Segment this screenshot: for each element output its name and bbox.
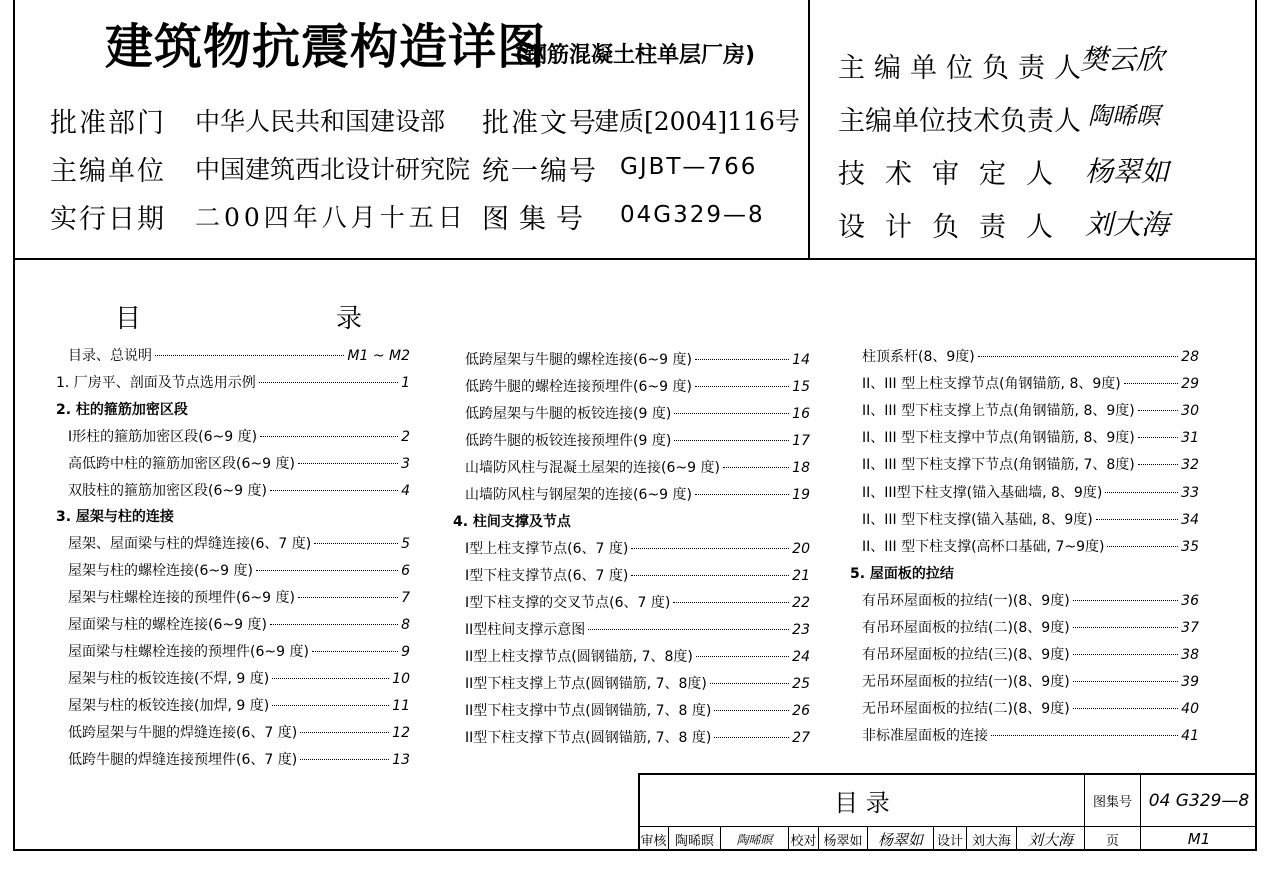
design-label: 设计 [936,833,963,849]
toc-entry[interactable] [862,401,1199,421]
toc-leader-dots [1073,681,1179,682]
toc-leader-dots [155,355,344,356]
toc-entry-page: 16 [792,406,810,422]
toc-entry-page: 23 [792,622,810,638]
toc-heading-right: 录 [336,304,363,334]
effective-date-value: 二00四年八月十五日 [195,203,467,232]
document-title: 建筑物抗震构造详图 [105,19,547,75]
toc-entry[interactable] [68,615,410,635]
toc-leader-dots [714,710,789,711]
toc-leader-dots [991,735,1178,736]
toc-leader-dots [312,651,398,652]
toc-entry[interactable] [68,642,410,662]
toc-entry-title: 有吊环屋面板的拉结(二)(8、9度) [862,620,1070,636]
signature-chief-unit-head: 樊云欣 [1080,43,1165,76]
toc-leader-dots [1107,546,1178,547]
signature-tech-reviewer: 杨翠如 [1085,155,1170,188]
document-subtitle: (钢筋混凝土柱单层厂房) [515,43,756,68]
toc-entry-title: 非标准屋面板的连接 [862,728,988,744]
role-design-head: 设计负责人 [838,212,1073,243]
toc-entry[interactable] [465,350,810,370]
toc-leader-dots [1124,383,1178,384]
toc-section-heading: 2. 柱的箍筋加密区段 [56,402,188,418]
toc-entry-page: 35 [1181,539,1199,555]
toc-entry[interactable] [465,674,810,694]
toc-entry-page: 36 [1181,593,1199,609]
atlas-no-label: 图集号 [482,204,593,235]
toc-entry-page: 22 [792,595,810,611]
toc-leader-dots [260,436,398,437]
toc-entry-page: 19 [792,487,810,503]
toc-entry-title: 屋架与柱的螺栓连接(6~9 度) [68,563,253,579]
unified-no-value: GJBT—766 [620,154,758,180]
toc-entry-title: II型下柱支撑下节点(圆钢锚筋, 7、8 度) [465,730,712,746]
design-signature: 刘大海 [1027,830,1073,849]
toc-entry-page: 14 [792,352,810,368]
toc-entry-title: 低跨牛腿的螺栓连接预埋件(6~9 度) [465,379,692,395]
toc-leader-dots [1073,627,1179,628]
toc-entry-page: 33 [1181,485,1199,501]
toc-entry-page: 1 [401,375,410,391]
toc-entry-page: 39 [1181,674,1199,690]
toc-entry-title: II型柱间支撑示意图 [465,622,586,638]
title-block-atlas-value: 04 G329—8 [1148,790,1250,811]
toc-entry[interactable] [68,561,410,581]
signature-design-head: 刘大海 [1085,208,1170,241]
toc-leader-dots [673,602,789,603]
signature-chief-tech-head: 陶晞暝 [1088,102,1160,130]
toc-entry[interactable] [862,347,1199,367]
toc-entry-page: 5 [401,536,410,552]
toc-entry-title: I型上柱支撑节点(6、7 度) [465,541,629,557]
toc-entry-page: 34 [1181,512,1199,528]
toc-entry-title: II、III 型下柱支撑上节点(角钢锚筋, 8、9度) [862,403,1135,419]
toc-entry-title: II、III 型下柱支撑(锚入基础, 8、9度) [862,512,1093,528]
title-block-title: 目 录 [834,789,890,817]
toc-leader-dots [696,656,789,657]
toc-leader-dots [272,705,389,706]
toc-entry[interactable] [465,404,810,424]
toc-entry[interactable] [465,377,810,397]
toc-leader-dots [588,629,789,630]
toc-entry-title: 山墙防风柱与钢屋架的连接(6~9 度) [465,487,692,503]
toc-entry-title: II、III 型下柱支撑中节点(角钢锚筋, 8、9度) [862,430,1135,446]
effective-date-label: 实行日期 [50,204,166,235]
toc-entry-page: 40 [1181,701,1199,717]
toc-entry-page: 4 [401,483,410,499]
check-name: 杨翠如 [823,833,863,849]
toc-entry[interactable] [862,726,1199,746]
toc-entry-page: 26 [792,703,810,719]
approval-no-value: 建质[2004]116号 [594,107,800,136]
toc-entry-title: 目录、总说明 [68,348,152,364]
review-label: 审核 [640,833,667,849]
toc-leader-dots [674,440,789,441]
approval-dept-label: 批准部门 [50,108,166,139]
toc-entry-page: 9 [401,644,410,660]
toc-entry-title: I型下柱支撑节点(6、7 度) [465,568,629,584]
toc-entry[interactable] [68,454,410,474]
toc-entry-page: 12 [392,725,410,741]
toc-entry-title: 低跨牛腿的焊缝连接预埋件(6、7 度) [68,752,298,768]
toc-entry-page: 17 [792,433,810,449]
toc-leader-dots [978,356,1178,357]
toc-entry-title: 有吊环屋面板的拉结(三)(8、9度) [862,647,1070,663]
toc-leader-dots [298,597,398,598]
toc-entry-page: 11 [392,698,410,714]
toc-leader-dots [314,543,398,544]
toc-leader-dots [256,570,398,571]
approval-no-label: 批准文号 [482,108,598,139]
toc-leader-dots [695,359,789,360]
check-label: 校对 [790,833,817,849]
toc-entry-page: 32 [1181,457,1199,473]
toc-entry[interactable] [465,539,810,559]
toc-entry-title: II型下柱支撑上节点(圆钢锚筋, 7、8度) [465,676,707,692]
toc-entry-title: 低跨屋架与牛腿的焊缝连接(6、7 度) [68,725,298,741]
toc-leader-dots [1073,654,1179,655]
role-tech-reviewer: 技术审定人 [838,159,1073,190]
toc-entry[interactable] [68,750,410,770]
toc-entry[interactable] [862,428,1199,448]
toc-entry[interactable] [465,458,810,478]
toc-entry[interactable] [68,534,410,554]
toc-leader-dots [1138,410,1178,411]
toc-entry-title: 柱顶系杆(8、9度) [862,349,975,365]
header-vertical-divider [808,0,810,258]
toc-entry-page: 13 [392,752,410,768]
toc-entry-page: 41 [1181,728,1199,744]
page-label: 页 [1105,833,1119,849]
toc-entry-title: 双肢柱的箍筋加密区段(6~9 度) [68,483,267,499]
chief-unit-label: 主编单位 [50,156,166,187]
toc-entry-title: 屋架与柱的板铰连接(不焊, 9 度) [68,671,270,687]
toc-entry-title: 无吊环屋面板的拉结(二)(8、9度) [862,701,1070,717]
toc-leader-dots [270,624,398,625]
toc-entry-title: 低跨牛腿的板铰连接预埋件(9 度) [465,433,672,449]
toc-entry-title: 山墙防风柱与混凝土屋架的连接(6~9 度) [465,460,720,476]
toc-entry[interactable] [68,588,410,608]
toc-leader-dots [631,548,789,549]
unified-no-label: 统一编号 [482,156,598,187]
toc-leader-dots [1073,708,1179,709]
toc-entry-page: 15 [792,379,810,395]
review-name: 陶晞暝 [674,833,714,849]
toc-entry[interactable] [862,510,1199,530]
toc-entry-title: 屋架与柱的板铰连接(加焊, 9 度) [68,698,270,714]
toc-leader-dots [1138,437,1178,438]
toc-entry-title: II、III 型下柱支撑(高杯口基础, 7~9度) [862,539,1105,555]
toc-entry[interactable] [465,431,810,451]
toc-entry[interactable] [862,699,1199,719]
toc-entry-title: I形柱的箍筋加密区段(6~9 度) [68,429,258,445]
toc-entry-page: 24 [792,649,810,665]
toc-entry-title: 屋面梁与柱的螺栓连接(6~9 度) [68,617,267,633]
toc-entry[interactable] [56,373,410,393]
toc-entry[interactable] [862,374,1199,394]
toc-entry-title: 屋架、屋面梁与柱的焊缝连接(6、7 度) [68,536,312,552]
toc-entry[interactable] [862,483,1199,503]
toc-entry[interactable] [862,672,1199,692]
toc-entry-page: 2 [401,429,410,445]
toc-leader-dots [298,463,398,464]
toc-section-heading: 5. 屋面板的拉结 [850,566,954,582]
toc-entry[interactable] [862,618,1199,638]
toc-entry[interactable] [862,455,1199,475]
toc-entry[interactable] [862,591,1199,611]
toc-leader-dots [695,494,789,495]
toc-entry-page: 30 [1181,403,1199,419]
toc-entry[interactable] [862,645,1199,665]
toc-entry[interactable] [68,723,410,743]
toc-leader-dots [300,759,389,760]
toc-entry[interactable] [465,620,810,640]
design-name: 刘大海 [971,833,1011,849]
toc-entry-title: II型下柱支撑中节点(圆钢锚筋, 7、8 度) [465,703,712,719]
toc-entry-page: 20 [792,541,810,557]
toc-leader-dots [270,490,398,491]
toc-entry-title: 低跨屋架与牛腿的螺栓连接(6~9 度) [465,352,692,368]
toc-leader-dots [300,732,389,733]
toc-entry-page: 25 [792,676,810,692]
toc-leader-dots [1096,519,1178,520]
toc-entry[interactable] [68,346,410,366]
toc-entry-title: II、III 型下柱支撑下节点(角钢锚筋, 7、8度) [862,457,1135,473]
toc-entry-title: II、III型下柱支撑(锚入基础墙, 8、9度) [862,485,1103,501]
toc-entry-page: 28 [1181,349,1199,365]
role-chief-unit-head: 主编单位负责人 [838,53,1090,84]
header-divider [13,258,1257,260]
toc-entry[interactable] [68,427,410,447]
toc-entry-title: 屋架与柱螺栓连接的预埋件(6~9 度) [68,590,295,606]
toc-entry-page: 29 [1181,376,1199,392]
check-signature: 杨翠如 [877,830,923,849]
toc-entry-page: 10 [392,671,410,687]
toc-section-heading: 3. 屋架与柱的连接 [56,509,174,525]
toc-entry[interactable] [68,669,410,689]
toc-entry[interactable] [465,566,810,586]
approval-dept-value: 中华人民共和国建设部 [195,107,446,136]
toc-entry-page: 31 [1181,430,1199,446]
toc-leader-dots [1073,600,1179,601]
toc-entry-page: 8 [401,617,410,633]
toc-entry[interactable] [465,485,810,505]
toc-entry-title: 高低跨中柱的箍筋加密区段(6~9 度) [68,456,295,472]
toc-leader-dots [631,575,789,576]
toc-leader-dots [723,467,789,468]
toc-entry[interactable] [465,701,810,721]
toc-entry-title: 低跨屋架与牛腿的板铰连接(9 度) [465,406,672,422]
toc-entry-page: 3 [401,456,410,472]
chief-unit-value: 中国建筑西北设计研究院 [195,155,471,184]
toc-leader-dots [674,413,789,414]
toc-entry-title: 1. 厂房平、剖面及节点选用示例 [56,375,256,391]
toc-leader-dots [1105,492,1178,493]
toc-leader-dots [259,382,398,383]
review-signature: 陶晞暝 [736,832,773,847]
toc-entry[interactable] [68,481,410,501]
toc-section-heading: 4. 柱间支撑及节点 [453,514,571,530]
toc-entry-page: 6 [401,563,410,579]
toc-leader-dots [1138,464,1178,465]
toc-entry-title: 屋面梁与柱螺栓连接的预埋件(6~9 度) [68,644,309,660]
toc-leader-dots [695,386,789,387]
toc-entry-page: 38 [1181,647,1199,663]
toc-entry[interactable] [465,647,810,667]
toc-heading-left: 目 [115,304,142,334]
atlas-no-value: 04G329—8 [620,202,765,228]
toc-entry[interactable] [465,728,810,748]
toc-entry[interactable] [862,537,1199,557]
page-value: M1 [1187,830,1211,848]
toc-entry-page: 27 [792,730,810,746]
toc-entry-title: II型上柱支撑节点(圆钢锚筋, 7、8度) [465,649,693,665]
toc-entry[interactable] [68,696,410,716]
toc-entry-title: II、III 型上柱支撑节点(角钢锚筋, 8、9度) [862,376,1121,392]
toc-entry-page: 37 [1181,620,1199,636]
toc-entry-title: I型下柱支撑的交叉节点(6、7 度) [465,595,671,611]
toc-leader-dots [710,683,789,684]
toc-entry-title: 有吊环屋面板的拉结(一)(8、9度) [862,593,1070,609]
toc-entry-page: 7 [401,590,410,606]
toc-leader-dots [714,737,789,738]
toc-entry[interactable] [465,593,810,613]
title-block-atlas-label: 图集号 [1092,795,1132,810]
toc-entry-page: 18 [792,460,810,476]
role-chief-tech-head: 主编单位技术负责人 [838,106,1081,137]
toc-entry-title: 无吊环屋面板的拉结(一)(8、9度) [862,674,1070,690]
toc-entry-page: 21 [792,568,810,584]
toc-leader-dots [272,678,389,679]
toc-entry-page: M1 ~ M2 [347,348,410,364]
